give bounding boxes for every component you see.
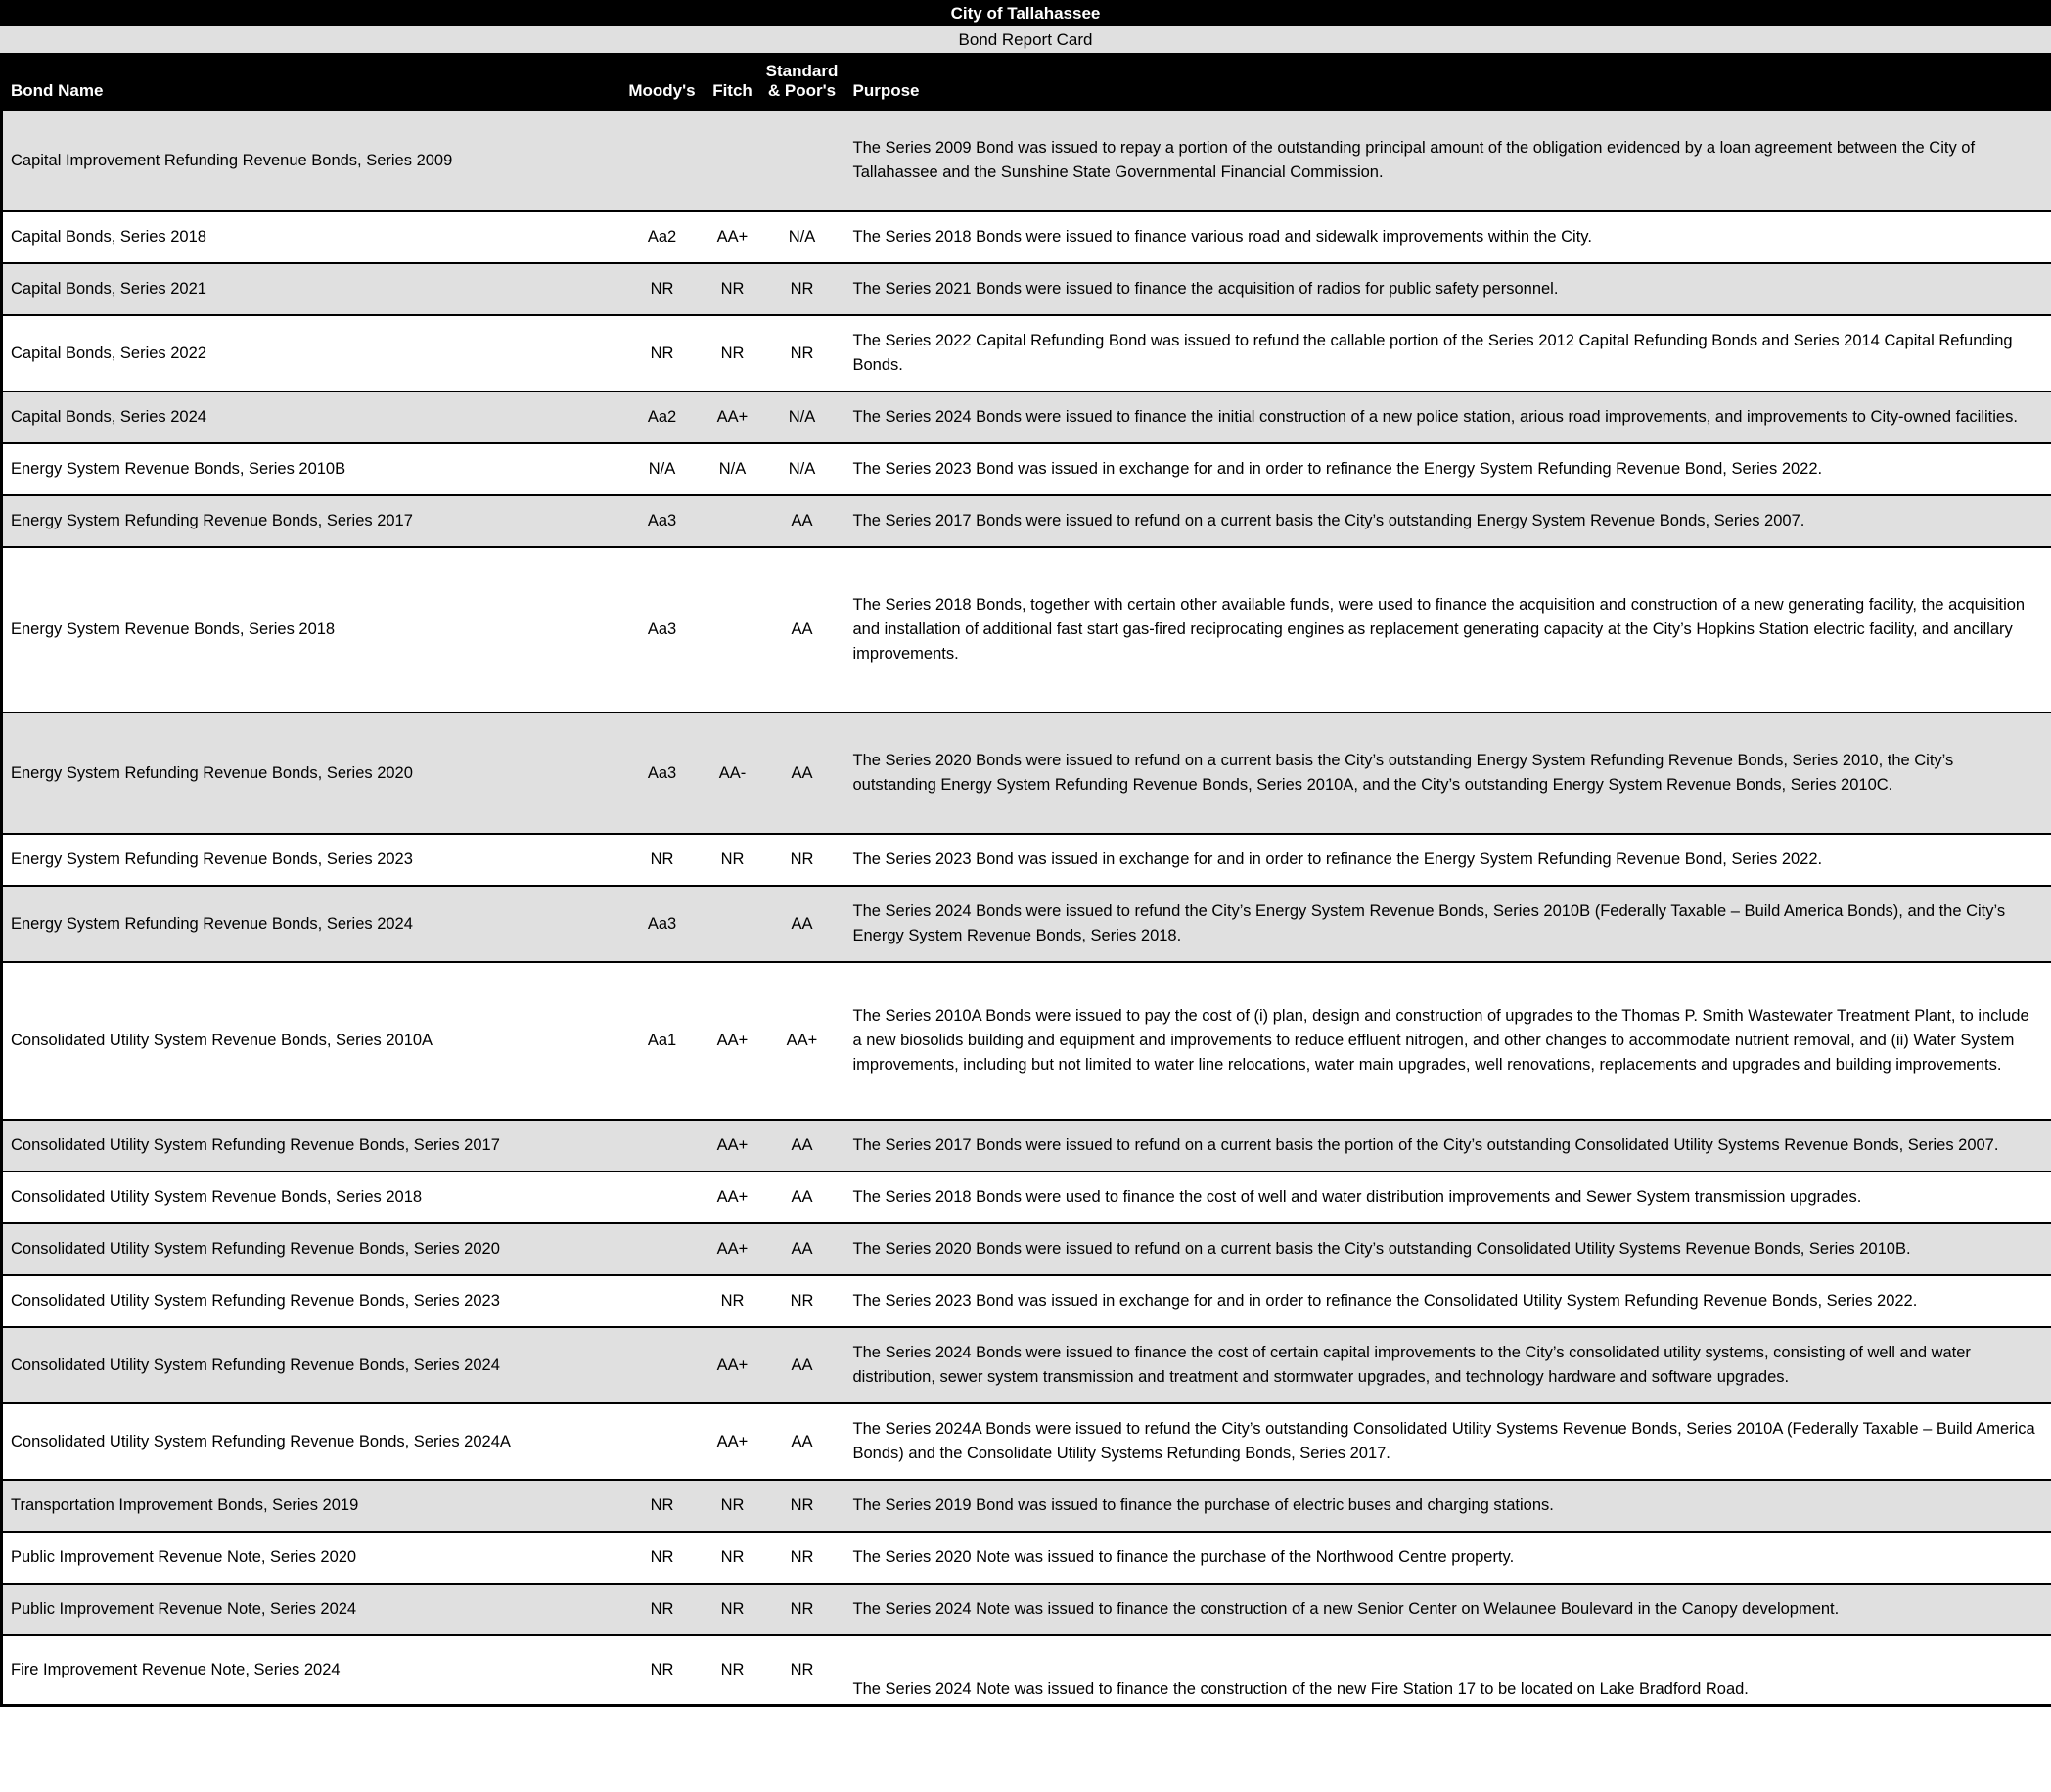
sp-rating-cell: N/A bbox=[761, 443, 843, 495]
moodys-rating-cell: N/A bbox=[620, 443, 705, 495]
moodys-rating-cell: Aa3 bbox=[620, 495, 705, 547]
fitch-rating-cell: AA- bbox=[705, 712, 761, 834]
moodys-rating-cell bbox=[620, 1327, 705, 1403]
sp-rating-cell: AA bbox=[761, 547, 843, 712]
purpose-cell: The Series 2018 Bonds were issued to finance various road and sidewalk improvements within the City. bbox=[843, 211, 2051, 263]
table-row bbox=[2, 443, 2051, 495]
sp-rating-cell: AA bbox=[761, 1403, 843, 1480]
bond-name-cell: Consolidated Utility System Refunding Revenue Bonds, Series 2024A bbox=[2, 1403, 620, 1480]
bond-name-cell: Capital Bonds, Series 2022 bbox=[2, 315, 620, 391]
table-row bbox=[2, 962, 2051, 1120]
moodys-rating-cell: NR bbox=[620, 1480, 705, 1532]
fitch-rating-cell: N/A bbox=[705, 443, 761, 495]
sp-rating-cell: AA+ bbox=[761, 962, 843, 1120]
bond-name-cell: Capital Bonds, Series 2021 bbox=[2, 263, 620, 315]
sp-rating-cell: NR bbox=[761, 1584, 843, 1635]
purpose-cell: The Series 2020 Bonds were issued to refund on a current basis the City’s outstanding Energy System Refunding Revenue Bonds, Series 2010, the City’s outstanding Energy System Refunding Revenue Bonds, Series 2010A, and the City’s outstanding Energy System Revenue Bonds, Series 2010C. bbox=[843, 712, 2051, 834]
moodys-rating-cell bbox=[620, 1120, 705, 1172]
fitch-rating-cell bbox=[705, 547, 761, 712]
moodys-rating-cell: NR bbox=[620, 1532, 705, 1584]
bond-name-cell: Consolidated Utility System Revenue Bonds, Series 2018 bbox=[2, 1172, 620, 1223]
fitch-rating-cell: NR bbox=[705, 834, 761, 886]
bond-name-cell: Capital Bonds, Series 2024 bbox=[2, 391, 620, 443]
purpose-cell: The Series 2018 Bonds were used to finance the cost of well and water distribution improvements and Sewer System transmission upgrades. bbox=[843, 1172, 2051, 1223]
purpose-cell: The Series 2017 Bonds were issued to refund on a current basis the portion of the City’s outstanding Consolidated Utility Systems Revenue Bonds, Series 2007. bbox=[843, 1120, 2051, 1172]
sp-rating-cell: AA bbox=[761, 1223, 843, 1275]
fitch-rating-cell: AA+ bbox=[705, 1327, 761, 1403]
moodys-rating-cell: Aa3 bbox=[620, 886, 705, 962]
bond-name-cell: Public Improvement Revenue Note, Series 2024 bbox=[2, 1584, 620, 1635]
bond-name-cell: Energy System Refunding Revenue Bonds, Series 2024 bbox=[2, 886, 620, 962]
sp-header-line2: & Poor's bbox=[767, 81, 837, 100]
fitch-rating-cell: AA+ bbox=[705, 962, 761, 1120]
table-row bbox=[2, 1584, 2051, 1635]
table-row bbox=[2, 834, 2051, 886]
sp-rating-cell: N/A bbox=[761, 211, 843, 263]
purpose-cell: The Series 2023 Bond was issued in exchange for and in order to refinance the Energy System Refunding Revenue Bond, Series 2022. bbox=[843, 834, 2051, 886]
sp-rating-cell: AA bbox=[761, 1120, 843, 1172]
fitch-rating-cell: NR bbox=[705, 315, 761, 391]
table-row bbox=[2, 315, 2051, 391]
bond-name-cell: Capital Bonds, Series 2018 bbox=[2, 211, 620, 263]
purpose-cell: The Series 2024 Bonds were issued to finance the cost of certain capital improvements to the City’s consolidated utility systems, consisting of well and water distribution, sewer system transmission and treatment and stormwater upgrades, and technology hardware and software upgrades. bbox=[843, 1327, 2051, 1403]
purpose-cell: The Series 2010A Bonds were issued to pay the cost of (i) plan, design and construction of upgrades to the Thomas P. Smith Wastewater Treatment Plant, to include a new biosolids building and equipment and improvements to reduce effluent nitrogen, and other changes to accommodate nutrient removal, and (ii) Water System improvements, including but not limited to water line relocations, water main upgrades, well renovations, replacements and upgrades and building improvements. bbox=[843, 962, 2051, 1120]
moodys-rating-cell bbox=[620, 1403, 705, 1480]
table-row bbox=[2, 712, 2051, 834]
sp-rating-cell: N/A bbox=[761, 391, 843, 443]
sp-rating-cell: NR bbox=[761, 1532, 843, 1584]
fitch-rating-cell: AA+ bbox=[705, 1172, 761, 1223]
table-row bbox=[2, 1532, 2051, 1584]
purpose-cell: The Series 2019 Bond was issued to finance the purchase of electric buses and charging stations. bbox=[843, 1480, 2051, 1532]
moodys-rating-cell: Aa3 bbox=[620, 712, 705, 834]
purpose-cell: The Series 2020 Note was issued to finance the purchase of the Northwood Centre property. bbox=[843, 1532, 2051, 1584]
table-row bbox=[2, 211, 2051, 263]
moodys-rating-cell: Aa3 bbox=[620, 547, 705, 712]
table-row bbox=[2, 1223, 2051, 1275]
table-row bbox=[2, 1275, 2051, 1327]
fitch-rating-cell: AA+ bbox=[705, 391, 761, 443]
report-subtitle: Bond Report Card bbox=[958, 30, 1093, 49]
sp-header-line1: Standard bbox=[765, 62, 839, 80]
bond-name-cell: Fire Improvement Revenue Note, Series 2024 bbox=[2, 1635, 620, 1706]
report-subtitle-bar bbox=[0, 26, 2051, 53]
moodys-rating-cell bbox=[620, 1223, 705, 1275]
bond-name-cell: Energy System Refunding Revenue Bonds, Series 2017 bbox=[2, 495, 620, 547]
bond-name-cell: Transportation Improvement Bonds, Series 2019 bbox=[2, 1480, 620, 1532]
sp-rating-cell: AA bbox=[761, 886, 843, 962]
bond-name-cell: Energy System Revenue Bonds, Series 2018 bbox=[2, 547, 620, 712]
table-row bbox=[2, 547, 2051, 712]
sp-rating-cell bbox=[761, 110, 843, 211]
col-header-fitch: Fitch bbox=[705, 55, 761, 111]
moodys-rating-cell: Aa2 bbox=[620, 391, 705, 443]
fitch-rating-cell: NR bbox=[705, 1480, 761, 1532]
table-row bbox=[2, 263, 2051, 315]
purpose-cell: The Series 2022 Capital Refunding Bond was issued to refund the callable portion of the Series 2012 Capital Refunding Bonds and Series 2014 Capital Refunding Bonds. bbox=[843, 315, 2051, 391]
sp-rating-cell: AA bbox=[761, 495, 843, 547]
bond-name-cell: Consolidated Utility System Refunding Revenue Bonds, Series 2020 bbox=[2, 1223, 620, 1275]
moodys-rating-cell: Aa2 bbox=[620, 211, 705, 263]
bond-name-cell: Energy System Revenue Bonds, Series 2010B bbox=[2, 443, 620, 495]
sp-rating-cell: NR bbox=[761, 315, 843, 391]
table-header-row bbox=[2, 55, 2051, 111]
bond-name-cell: Energy System Refunding Revenue Bonds, Series 2023 bbox=[2, 834, 620, 886]
moodys-rating-cell: Aa1 bbox=[620, 962, 705, 1120]
col-header-bond-name: Bond Name bbox=[2, 55, 620, 111]
bond-name-cell: Consolidated Utility System Revenue Bonds, Series 2010A bbox=[2, 962, 620, 1120]
fitch-rating-cell: NR bbox=[705, 1532, 761, 1584]
sp-rating-cell: NR bbox=[761, 1275, 843, 1327]
fitch-rating-cell: NR bbox=[705, 1275, 761, 1327]
purpose-cell: The Series 2024 Bonds were issued to finance the initial construction of a new police station, arious road improvements, and improvements to City-owned facilities. bbox=[843, 391, 2051, 443]
fitch-rating-cell bbox=[705, 495, 761, 547]
fitch-rating-cell bbox=[705, 110, 761, 211]
purpose-cell: The Series 2023 Bond was issued in exchange for and in order to refinance the Energy System Refunding Revenue Bond, Series 2022. bbox=[843, 443, 2051, 495]
col-header-purpose: Purpose bbox=[843, 55, 2051, 111]
table-row bbox=[2, 1327, 2051, 1403]
purpose-cell: The Series 2023 Bond was issued in exchange for and in order to refinance the Consolidated Utility System Refunding Revenue Bonds, Series 2022. bbox=[843, 1275, 2051, 1327]
table-row bbox=[2, 1172, 2051, 1223]
purpose-cell: The Series 2009 Bond was issued to repay a portion of the outstanding principal amount of the obligation evidenced by a loan agreement between the City of Tallahassee and the Sunshine State Governmental Financial Commission. bbox=[843, 110, 2051, 211]
sp-rating-cell: AA bbox=[761, 1172, 843, 1223]
purpose-cell: The Series 2024 Note was issued to finance the construction of a new Senior Center on Welaunee Boulevard in the Canopy development. bbox=[843, 1584, 2051, 1635]
fitch-rating-cell: NR bbox=[705, 1584, 761, 1635]
sp-rating-cell: NR bbox=[761, 834, 843, 886]
bond-name-cell: Consolidated Utility System Refunding Revenue Bonds, Series 2017 bbox=[2, 1120, 620, 1172]
sp-rating-cell: NR bbox=[761, 1480, 843, 1532]
purpose-cell: The Series 2018 Bonds, together with certain other available funds, were used to finance the acquisition and construction of a new generating facility, the acquisition and installation of additional fast start gas-fired reciprocating engines as replacement generating capacity at the City’s Hopkins Station electric facility, and ancillary improvements. bbox=[843, 547, 2051, 712]
fitch-rating-cell bbox=[705, 886, 761, 962]
bond-name-cell: Consolidated Utility System Refunding Revenue Bonds, Series 2024 bbox=[2, 1327, 620, 1403]
moodys-rating-cell bbox=[620, 1275, 705, 1327]
bond-name-cell: Consolidated Utility System Refunding Revenue Bonds, Series 2023 bbox=[2, 1275, 620, 1327]
table-row bbox=[2, 1480, 2051, 1532]
fitch-rating-cell: NR bbox=[705, 1635, 761, 1706]
col-header-moodys: Moody's bbox=[620, 55, 705, 111]
bond-table bbox=[0, 53, 2051, 1707]
table-row bbox=[2, 1120, 2051, 1172]
report-title: City of Tallahassee bbox=[950, 4, 1101, 23]
bond-name-cell: Energy System Refunding Revenue Bonds, Series 2020 bbox=[2, 712, 620, 834]
fitch-rating-cell: AA+ bbox=[705, 1223, 761, 1275]
purpose-cell: The Series 2024 Note was issued to finance the construction of the new Fire Station 17 to be located on Lake Bradford Road. bbox=[843, 1635, 2051, 1706]
moodys-rating-cell bbox=[620, 110, 705, 211]
moodys-rating-cell bbox=[620, 1172, 705, 1223]
fitch-rating-cell: NR bbox=[705, 263, 761, 315]
purpose-cell: The Series 2024A Bonds were issued to refund the City’s outstanding Consolidated Utility Systems Revenue Bonds, Series 2010A (Federally Taxable – Build America Bonds) and the Consolidate Utility Systems Refunding Bonds, Series 2017. bbox=[843, 1403, 2051, 1480]
table-row bbox=[2, 1635, 2051, 1706]
col-header-standard-and-poors bbox=[761, 55, 843, 111]
bond-name-cell: Public Improvement Revenue Note, Series 2020 bbox=[2, 1532, 620, 1584]
purpose-cell: The Series 2024 Bonds were issued to refund the City’s Energy System Revenue Bonds, Series 2010B (Federally Taxable – Build America Bonds), and the City’s Energy System Revenue Bonds, Series 2018. bbox=[843, 886, 2051, 962]
moodys-rating-cell: NR bbox=[620, 1635, 705, 1706]
table-row bbox=[2, 391, 2051, 443]
table-row bbox=[2, 110, 2051, 211]
report-title-bar bbox=[0, 0, 2051, 26]
sp-rating-cell: NR bbox=[761, 1635, 843, 1706]
purpose-cell: The Series 2021 Bonds were issued to finance the acquisition of radios for public safety personnel. bbox=[843, 263, 2051, 315]
table-row bbox=[2, 1403, 2051, 1480]
table-row bbox=[2, 886, 2051, 962]
sp-rating-cell: AA bbox=[761, 1327, 843, 1403]
moodys-rating-cell: NR bbox=[620, 315, 705, 391]
fitch-rating-cell: AA+ bbox=[705, 1120, 761, 1172]
moodys-rating-cell: NR bbox=[620, 1584, 705, 1635]
fitch-rating-cell: AA+ bbox=[705, 211, 761, 263]
moodys-rating-cell: NR bbox=[620, 834, 705, 886]
bond-name-cell: Capital Improvement Refunding Revenue Bonds, Series 2009 bbox=[2, 110, 620, 211]
sp-rating-cell: NR bbox=[761, 263, 843, 315]
moodys-rating-cell: NR bbox=[620, 263, 705, 315]
fitch-rating-cell: AA+ bbox=[705, 1403, 761, 1480]
table-row bbox=[2, 495, 2051, 547]
purpose-cell: The Series 2017 Bonds were issued to refund on a current basis the City’s outstanding Energy System Revenue Bonds, Series 2007. bbox=[843, 495, 2051, 547]
sp-rating-cell: AA bbox=[761, 712, 843, 834]
purpose-cell: The Series 2020 Bonds were issued to refund on a current basis the City’s outstanding Consolidated Utility Systems Revenue Bonds, Series 2010B. bbox=[843, 1223, 2051, 1275]
